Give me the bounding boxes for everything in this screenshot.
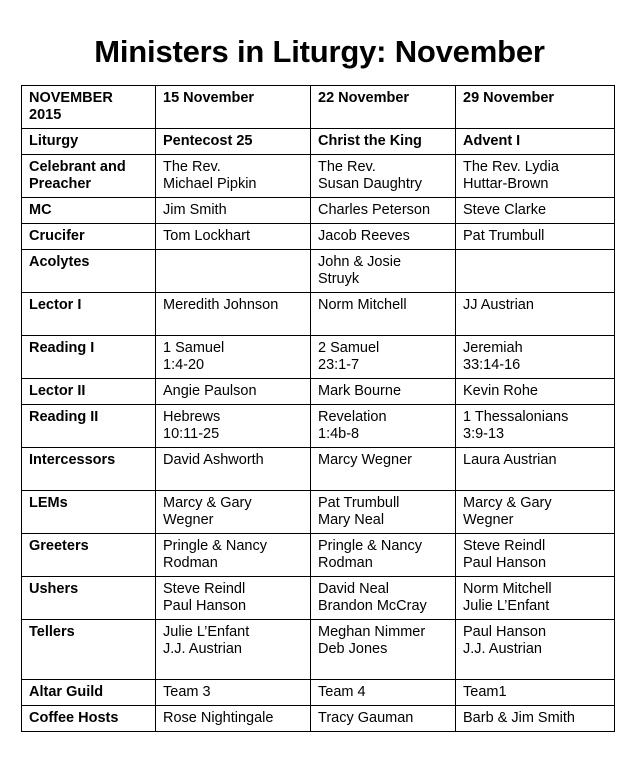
cell-line: Jim Smith [163,202,227,218]
cell-line: Struyk [318,271,360,287]
cell-line: NOVEMBER [29,90,113,106]
schedule-cell [456,534,615,577]
cell-line: 1 Thessalonians [463,409,569,425]
cell-line: Steve Reindl [163,581,246,597]
ministers-schedule-table [21,85,615,732]
cell-line: 10:11-25 [163,426,220,442]
schedule-cell [311,680,456,706]
schedule-cell [156,491,311,534]
cell-line: 29 November [463,90,555,106]
schedule-cell [156,155,311,198]
cell-line: The Rev. Lydia [463,159,559,175]
cell-line: Jacob Reeves [318,228,410,244]
schedule-cell [311,491,456,534]
schedule-cell [156,250,311,293]
table-row [22,405,615,448]
header-date-cell [156,86,311,129]
schedule-cell [311,379,456,405]
cell-line: The Rev. [318,159,376,175]
cell-line: 15 November [163,90,255,106]
schedule-cell [311,198,456,224]
table-row [22,198,615,224]
schedule-cell [156,379,311,405]
cell-line: Pringle & Nancy [163,538,267,554]
cell-line: JJ Austrian [463,297,534,313]
row-label-cell: Lector I [22,293,156,336]
schedule-cell [456,129,615,155]
row-label-cell: Acolytes [22,250,156,293]
cell-line: Michael Pipkin [163,176,257,192]
cell-line: 2015 [29,107,62,123]
cell-line: Angie Paulson [163,383,257,399]
schedule-cell [311,405,456,448]
cell-line: Susan Daughtry [318,176,422,192]
schedule-cell [456,706,615,732]
schedule-cell [311,250,456,293]
cell-line: Pentecost 25 [163,133,253,149]
table-row [22,336,615,379]
cell-line: Jeremiah [463,340,523,356]
cell-line: Christ the King [318,133,422,149]
table-row [22,379,615,405]
table-row [22,293,615,336]
cell-line: Tom Lockhart [163,228,251,244]
row-label-cell: Intercessors [22,448,156,491]
schedule-cell [456,577,615,620]
schedule-cell [456,198,615,224]
row-label-cell: Ushers [22,577,156,620]
row-label-cell: Greeters [22,534,156,577]
cell-line: Team 4 [318,684,366,700]
row-label-cell: Coffee Hosts [22,706,156,732]
cell-line: Marcy & Gary [463,495,552,511]
cell-line: Steve Reindl [463,538,546,554]
table-row [22,129,615,155]
cell-line: Pat Trumbull [463,228,545,244]
schedule-cell [156,534,311,577]
cell-line: Kevin Rohe [463,383,538,399]
table-body [22,86,615,732]
cell-line: Steve Clarke [463,202,547,218]
schedule-cell [156,336,311,379]
cell-line: Wegner [463,512,514,528]
schedule-cell [156,198,311,224]
schedule-cell [156,577,311,620]
schedule-cell [156,293,311,336]
schedule-cell [456,224,615,250]
cell-line: Paul Hanson [463,555,547,571]
schedule-cell [311,577,456,620]
cell-line: Barb & Jim Smith [463,710,575,726]
cell-line: 23:1-7 [318,357,360,373]
schedule-cell [311,293,456,336]
cell-line: Julie L’Enfant [463,598,550,614]
row-label-cell: Lector II [22,379,156,405]
cell-line: Pat Trumbull [318,495,400,511]
cell-line: Brandon McCray [318,598,427,614]
schedule-cell [456,293,615,336]
schedule-cell [456,379,615,405]
cell-line: 1:4-20 [163,357,205,373]
cell-line: Charles Peterson [318,202,431,218]
schedule-cell [311,620,456,680]
schedule-cell [156,680,311,706]
cell-line: Huttar-Brown [463,176,549,192]
cell-line: Rodman [318,555,373,571]
page-title: Ministers in Liturgy: November [94,33,545,69]
schedule-cell [311,706,456,732]
cell-line: 1:4b-8 [318,426,360,442]
cell-line: Mark Bourne [318,383,402,399]
cell-line: Pringle & Nancy [318,538,422,554]
table-row [22,155,615,198]
schedule-cell [311,224,456,250]
cell-line: Deb Jones [318,641,388,657]
row-label-cell: Reading II [22,405,156,448]
table-header-row [22,86,615,129]
schedule-cell [156,448,311,491]
table-row [22,250,615,293]
row-label-cell: LEMs [22,491,156,534]
cell-line: Hebrews [163,409,221,425]
cell-line: David Neal [318,581,389,597]
cell-line: Rodman [163,555,218,571]
row-label-cell: Reading I [22,336,156,379]
cell-line: David Ashworth [163,452,264,468]
schedule-cell [456,336,615,379]
schedule-cell [156,224,311,250]
cell-line: Team1 [463,684,507,700]
row-label-cell: Altar Guild [22,680,156,706]
schedule-cell [311,129,456,155]
cell-line: The Rev. [163,159,221,175]
table-row [22,534,615,577]
cell-line: 1 Samuel [163,340,225,356]
cell-line: Team 3 [163,684,211,700]
schedule-cell [311,448,456,491]
cell-line: Wegner [163,512,214,528]
table-row [22,680,615,706]
schedule-cell [456,405,615,448]
cell-line: J.J. Austrian [463,641,542,657]
cell-line: Advent I [463,133,521,149]
schedule-cell [156,129,311,155]
cell-line: Marcy Wegner [318,452,413,468]
table-row [22,577,615,620]
schedule-cell [311,336,456,379]
cell-line: Julie L’Enfant [163,624,250,640]
row-label-cell: MC [22,198,156,224]
table-row [22,224,615,250]
cell-line: Revelation [318,409,387,425]
table-row [22,448,615,491]
cell-line: Marcy & Gary [163,495,252,511]
schedule-cell [311,534,456,577]
row-label-cell: Tellers [22,620,156,680]
cell-line: 2 Samuel [318,340,380,356]
header-date-cell [456,86,615,129]
cell-line: 3:9-13 [463,426,505,442]
row-label-cell: Liturgy [22,129,156,155]
cell-line: 22 November [318,90,410,106]
cell-line: Tracy Gauman [318,710,414,726]
schedule-cell [456,680,615,706]
schedule-cell [456,250,615,293]
table-row [22,491,615,534]
cell-line: Norm Mitchell [463,581,552,597]
schedule-cell [311,155,456,198]
header-date-cell [311,86,456,129]
schedule-cell [156,706,311,732]
cell-line: Mary Neal [318,512,385,528]
schedule-cell [456,491,615,534]
cell-line: Meghan Nimmer [318,624,426,640]
cell-line: Meredith Johnson [163,297,279,313]
row-label-cell: Crucifer [22,224,156,250]
schedule-cell [456,155,615,198]
schedule-cell [156,405,311,448]
row-label-cell: Celebrant and Preacher [22,155,156,198]
cell-line: 33:14-16 [463,357,521,373]
schedule-cell [156,620,311,680]
cell-line: John & Josie [318,254,402,270]
cell-line: Laura Austrian [463,452,557,468]
cell-line: Paul Hanson [163,598,247,614]
table-row [22,620,615,680]
cell-line: Rose Nightingale [163,710,274,726]
cell-line: Paul Hanson [463,624,547,640]
cell-line: J.J. Austrian [163,641,242,657]
table-row [22,706,615,732]
cell-line: Norm Mitchell [318,297,407,313]
schedule-cell [456,620,615,680]
schedule-cell [456,448,615,491]
header-month-cell [22,86,156,129]
